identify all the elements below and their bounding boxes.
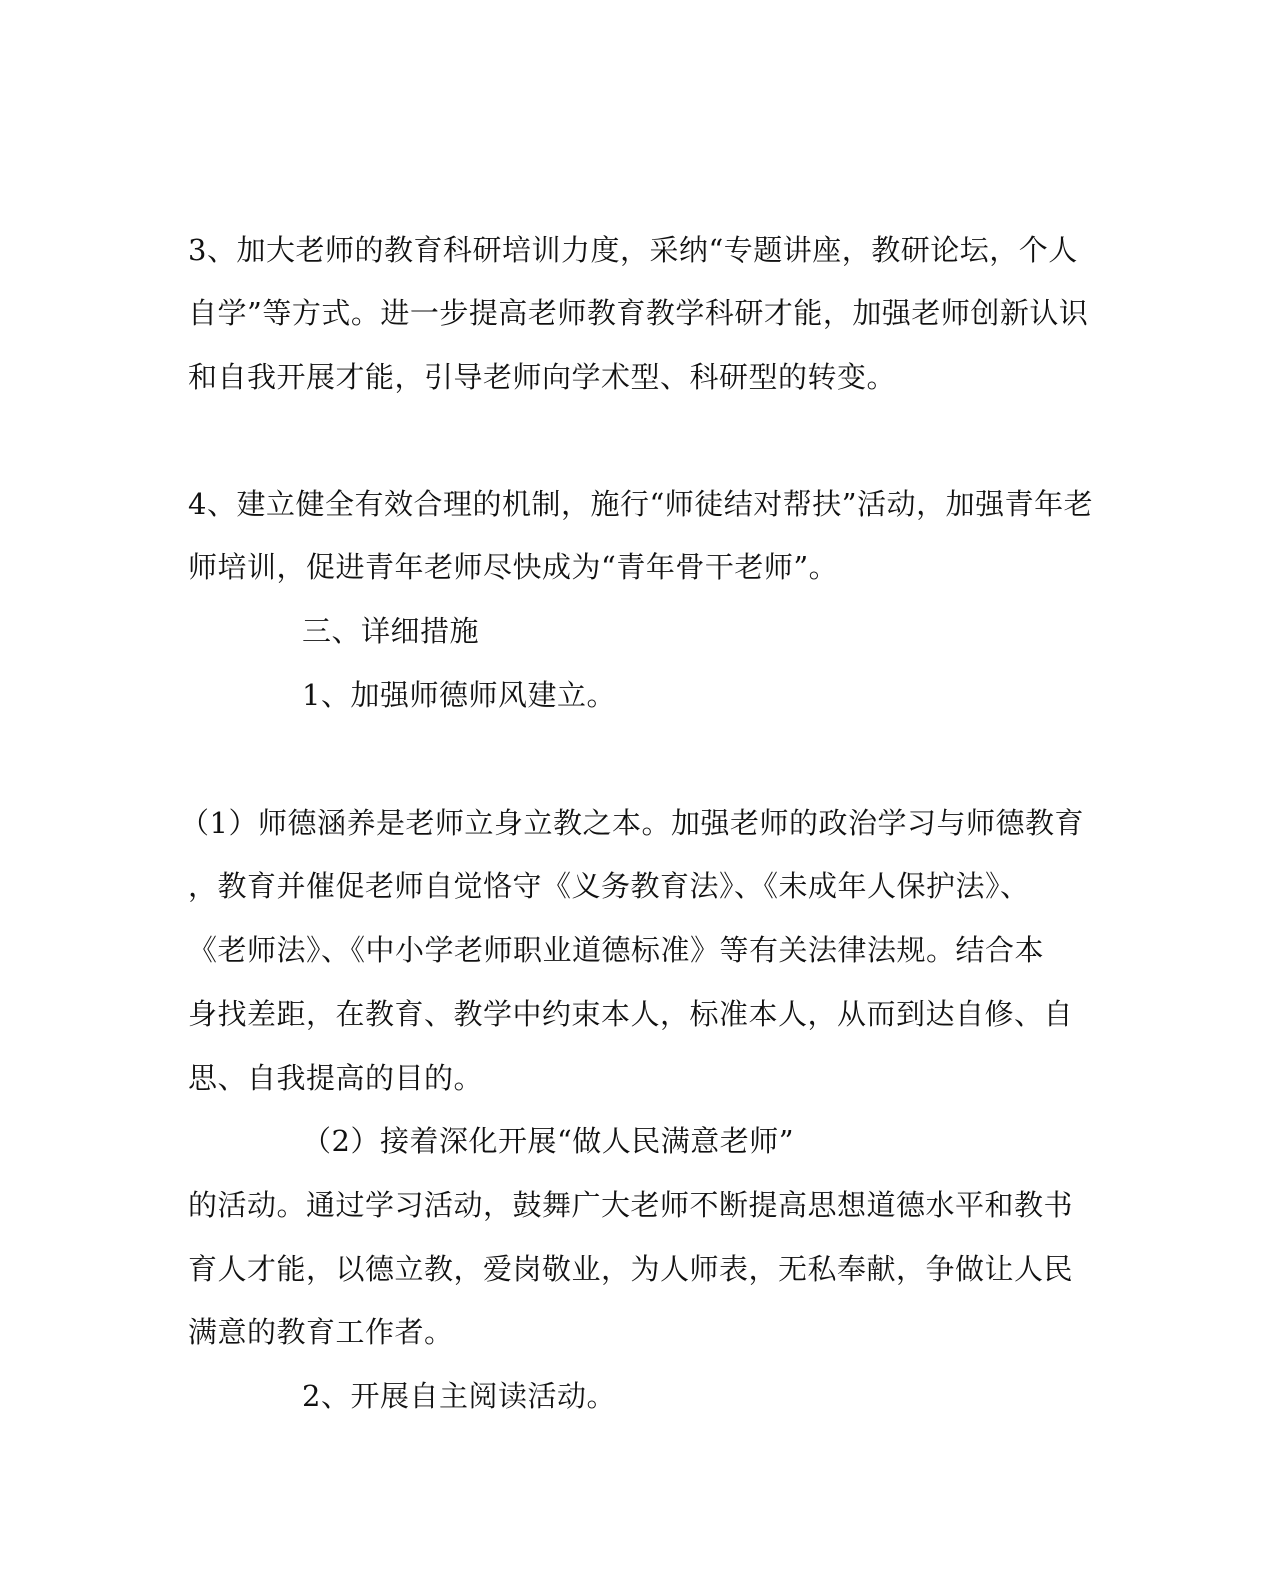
paragraph-4-line-2: 师培训，促进青年老师尽快成为“青年骨干老师”。 (188, 550, 839, 584)
paragraph-2-line-3: 育人才能，以德立教，爱岗敬业，为人师表，无私奉献，争做让人民 (188, 1252, 1074, 1286)
paragraph-2-line-2: 的活动。通过学习活动，鼓舞广大老师不断提高思想道德水平和教书 (188, 1188, 1074, 1222)
paragraph-3-line-1: 3、加大老师的教育科研培训力度，采纳“专题讲座，教研论坛，个人 (188, 233, 1078, 267)
paragraph-1-line-1: （1）师德涵养是老师立身立教之本。加强老师的政治学习与师德教育 (180, 806, 1084, 840)
subheading-self-reading: 2、开展自主阅读活动。 (302, 1379, 616, 1413)
section-heading-measures: 三、详细措施 (302, 614, 480, 648)
paragraph-3-line-3: 和自我开展才能，引导老师向学术型、科研型的转变。 (188, 360, 897, 394)
paragraph-1-line-5: 思、自我提高的目的。 (188, 1061, 484, 1095)
paragraph-2-line-1: （2）接着深化开展“做人民满意老师” (302, 1124, 795, 1158)
paragraph-1-line-2: ，教育并催促老师自觉恪守《义务教育法》、《未成年人保护法》、 (188, 869, 1030, 903)
paragraph-2-line-4: 满意的教育工作者。 (188, 1315, 454, 1349)
paragraph-3-line-2: 自学”等方式。进一步提高老师教育教学科研才能，加强老师创新认识 (188, 296, 1089, 330)
subheading-teacher-ethics: 1、加强师德师风建立。 (302, 678, 616, 712)
paragraph-1-line-3: 《老师法》、《中小学老师职业道德标准》等有关法律法规。结合本 (188, 933, 1045, 967)
paragraph-1-line-4: 身找差距，在教育、教学中约束本人，标准本人，从而到达自修、自 (188, 997, 1074, 1031)
paragraph-4-line-1: 4、建立健全有效合理的机制，施行“师徒结对帮扶”活动，加强青年老 (188, 487, 1094, 521)
